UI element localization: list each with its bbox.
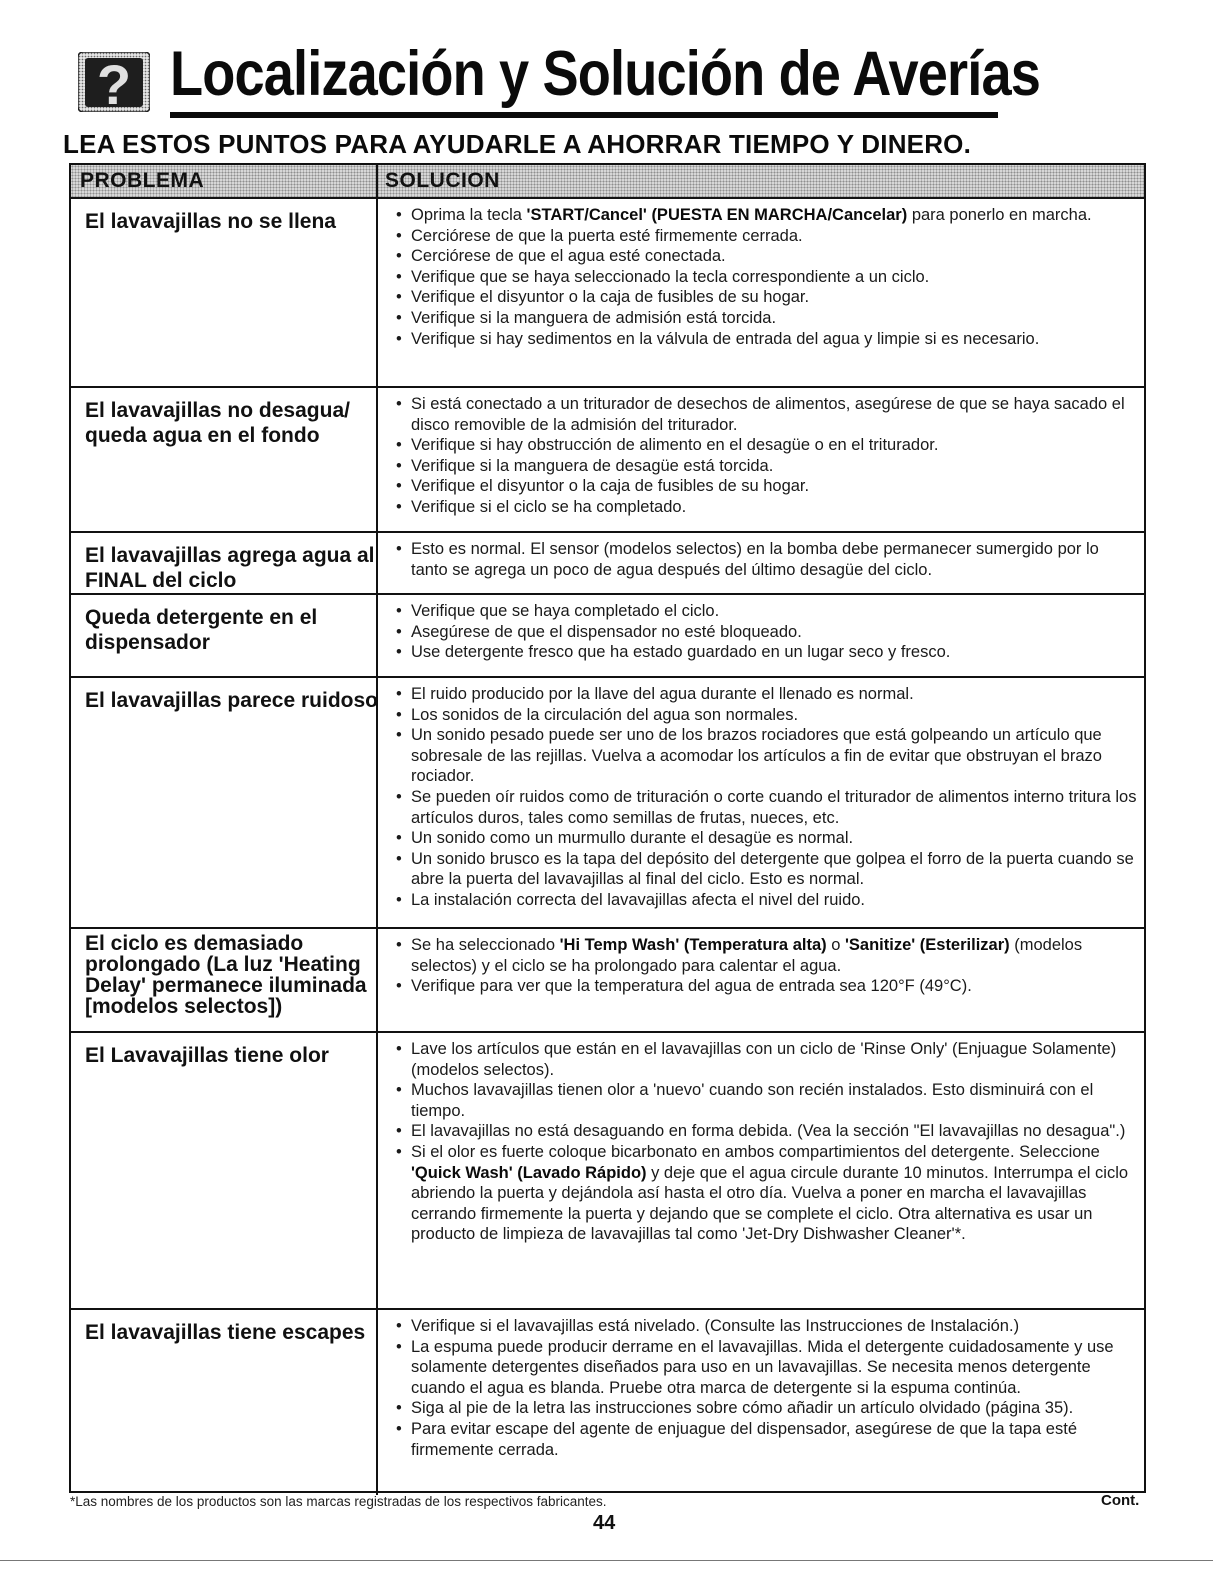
solution-text: Un sonido brusco es la tapa del depósito del detergente que golpea el forro de la puerta cuando se abre la puerta del lavavajillas al final del ciclo. Esto es normal. — [411, 849, 1134, 889]
solution-text: Lave los artículos que están en el lavavajillas con un ciclo de 'Rinse Only' (Enjuague Solamente) (modelos selectos). — [411, 1040, 1117, 1079]
problem-label: El lavavajillas parece ruidoso — [85, 689, 378, 712]
solution-item — [396, 890, 1138, 911]
page-header — [78, 38, 1041, 118]
solution-text: Verifique el disyuntor o la caja de fusibles de su hogar. — [411, 477, 810, 496]
page-title: Localización y Solución de Averías — [170, 39, 1041, 109]
solution-item — [396, 705, 1138, 726]
page-subtitle: LEA ESTOS PUNTOS PARA AYUDARLE A AHORRAR TIEMPO Y DINERO. — [63, 129, 972, 159]
solution-emphasis: 'Hi Temp Wash' (Temperatura alta) — [559, 936, 827, 954]
column-divider — [376, 165, 378, 199]
solution-text: Si está conectado a un triturador de desechos de alimentos, asegúrese de que se haya sacado el disco removible de la admisión del triturador. — [411, 395, 1125, 434]
solution-item — [396, 1419, 1138, 1460]
problem-label: El lavavajillas agrega agua al FINAL del ciclo — [85, 544, 375, 592]
solution-text: (modelos selectos) y el ciclo se ha prolongado para calentar el agua. — [411, 936, 1083, 975]
solution-text: Oprima la tecla — [411, 206, 527, 224]
problem-label: El Lavavajillas tiene olor — [85, 1044, 329, 1067]
solution-text: Verifique si el ciclo se ha completado. — [411, 497, 687, 516]
svg-text:?: ? — [96, 53, 132, 112]
solution-item — [396, 601, 1138, 622]
solution-emphasis: 'START/Cancel' (PUESTA EN MARCHA/Cancelar) — [526, 206, 908, 224]
solution-item — [396, 497, 1138, 518]
title-underline — [170, 112, 998, 118]
solution-text: Se ha seleccionado — [411, 936, 560, 954]
solution-text: Verifique el disyuntor o la caja de fusibles de su hogar. — [411, 288, 810, 307]
solution-text: La instalación correcta del lavavajillas afecta el nivel del ruido. — [411, 890, 865, 909]
solution-text: Verifique si el lavavajillas está nivelado. (Consulte las Instrucciones de Instalación.) — [411, 1317, 1020, 1335]
solution-item — [396, 1142, 1138, 1245]
solution-item — [396, 1121, 1138, 1142]
problem-label: El lavavajillas no se llena — [85, 210, 336, 233]
table-row — [71, 678, 1144, 929]
solution-item — [396, 394, 1138, 435]
table-row — [71, 1033, 1144, 1310]
question-mark-icon — [78, 52, 150, 112]
solution-item — [396, 435, 1138, 456]
problem-label: El lavavajillas no desagua/ queda agua en el fondo — [85, 399, 350, 447]
solution-list — [396, 601, 1138, 663]
table-row — [71, 595, 1144, 678]
solution-text: El ruido producido por la llave del agua durante el llenado es normal. — [411, 685, 914, 703]
solution-text: Asegúrese de que el dispensador no esté bloqueado. — [411, 622, 802, 641]
solution-text: Muchos lavavajillas tienen olor a 'nuevo' cuando son recién instalados. Esto disminuirá con el tiempo. — [411, 1081, 1094, 1120]
solution-text: Verifique si la manguera de desagüe está torcida. — [411, 456, 774, 475]
solution-emphasis: 'Sanitize' (Esterilizar) — [844, 936, 1010, 954]
solution-item — [396, 828, 1138, 849]
solution-list — [396, 684, 1138, 911]
column-header-problem: PROBLEMA — [80, 169, 205, 192]
column-divider — [376, 1033, 378, 1310]
solution-item — [396, 1337, 1138, 1399]
solution-text: La espuma puede producir derrame en el lavavajillas. Mida el detergente cuidadosamente y use solamente detergentes diseñados para uso en un lavavajillas. Se necesita menos detergente cuando el agua es blanda. Pruebe otra marca de detergente si la espuma continúa. — [411, 1337, 1114, 1397]
solution-item — [396, 725, 1138, 787]
table-row — [71, 533, 1144, 595]
footnote: *Las nombres de los productos son las marcas registradas de los respectivos fabricantes. — [70, 1494, 607, 1509]
solution-text: Verifique si hay sedimentos en la válvula de entrada del agua y limpie si es necesario. — [411, 329, 1040, 348]
problem-label: Queda detergente en el dispensador — [85, 606, 318, 654]
problem-label: El lavavajillas tiene escapes — [85, 1321, 366, 1344]
solution-item — [396, 622, 1138, 643]
solution-text: y deje que el agua circule durante 10 minutos. Interrumpa el ciclo abriendo la puerta y dejándola así hasta el otro día. Vuelva a poner en marcha el lavavajillas cerrando firmemente la puerta y dejando que se complete el ciclo. Otra alternativa es usar un producto de limpieza de lavavajillas tal como 'Jet-Dry Dishwasher Cleaner'*. — [411, 1163, 1129, 1244]
solution-item — [396, 976, 1138, 997]
solution-item — [396, 246, 1138, 267]
continued-label: Cont. — [1101, 1492, 1140, 1509]
page-bottom-rule — [0, 1560, 1213, 1561]
table-header — [71, 165, 1144, 199]
table-row — [71, 388, 1144, 533]
solution-item — [396, 849, 1138, 890]
solution-item — [396, 329, 1138, 350]
solution-list — [396, 935, 1138, 997]
solution-text: Los sonidos de la circulación del agua son normales. — [411, 705, 799, 724]
solution-text: Verifique si hay obstrucción de alimento en el desagüe o en el triturador. — [411, 436, 939, 455]
troubleshooting-table — [69, 163, 1146, 1493]
problem-label: El ciclo es demasiado prolongado (La luz 'Heating Delay' permanece iluminada [modelos selectos]) — [85, 932, 367, 1018]
solution-item — [396, 205, 1138, 226]
solution-item — [396, 476, 1138, 497]
solution-item — [396, 1316, 1138, 1337]
solution-text: Verifique que se haya seleccionado la tecla correspondiente a un ciclo. — [411, 267, 930, 286]
solution-list — [396, 394, 1138, 518]
table-row — [71, 929, 1144, 1033]
solution-item — [396, 308, 1138, 329]
solution-text: Use detergente fresco que ha estado guardado en un lugar seco y fresco. — [411, 643, 951, 662]
solution-item — [396, 539, 1138, 580]
solution-text: Verifique que se haya completado el ciclo. — [411, 602, 720, 620]
solution-list — [396, 1039, 1138, 1245]
solution-text: Verifique para ver que la temperatura del agua de entrada sea 120°F (49°C). — [411, 977, 972, 996]
solution-list — [396, 539, 1138, 580]
solution-text: para ponerlo en marcha. — [907, 206, 1092, 224]
solution-text: Verifique si la manguera de admisión está torcida. — [411, 308, 777, 327]
solution-text: Un sonido pesado puede ser uno de los brazos rociadores que está golpeando un artículo que sobresale de las rejillas. Vuelva a acomodar los artículos a fin de evitar que obstruyan el brazo rociador. — [411, 726, 1102, 786]
table-row — [71, 199, 1144, 388]
solution-list — [396, 205, 1138, 349]
solution-text: Cerciórese de que el agua esté conectada. — [411, 247, 726, 266]
solution-text: Esto es normal. El sensor (modelos selectos) en la bomba debe permanecer sumergido por lo tanto se agrega un poco de agua después del último desagüe del ciclo. — [411, 540, 1099, 579]
table-row — [71, 1310, 1144, 1495]
solution-text: Se pueden oír ruidos como de trituración o corte cuando el triturador de alimentos interno tritura los artículos duros, tales como semillas de frutas, nueces, etc. — [411, 787, 1137, 827]
solution-text: Cerciórese de que la puerta esté firmemente cerrada. — [411, 226, 803, 245]
solution-text: Siga al pie de la letra las instrucciones sobre cómo añadir un artículo olvidado (página 35). — [411, 1399, 1074, 1418]
solution-text: Si el olor es fuerte coloque bicarbonato en ambos compartimientos del detergente. Seleccione — [411, 1142, 1100, 1161]
solution-item — [396, 935, 1138, 976]
solution-item — [396, 642, 1138, 663]
column-header-solution: SOLUCION — [385, 169, 500, 192]
solution-text: Un sonido como un murmullo durante el desagüe es normal. — [411, 829, 854, 848]
solution-item — [396, 456, 1138, 477]
solution-item — [396, 684, 1138, 705]
page-number: 44 — [593, 1512, 616, 1534]
solution-item — [396, 267, 1138, 288]
solution-text: El lavavajillas no está desaguando en forma debida. (Vea la sección "El lavavajillas no desagua".) — [411, 1122, 1126, 1141]
solution-text: o — [826, 936, 845, 954]
solution-emphasis: 'Quick Wash' (Lavado Rápido) — [411, 1163, 647, 1182]
solution-item — [396, 1398, 1138, 1419]
solution-text: Para evitar escape del agente de enjuague del dispensador, asegúrese de que la tapa esté firmemente cerrada. — [411, 1419, 1077, 1459]
column-divider — [376, 678, 378, 929]
solution-item — [396, 287, 1138, 308]
solution-item — [396, 226, 1138, 247]
solution-item — [396, 1039, 1138, 1080]
solution-list — [396, 1316, 1138, 1460]
solution-item — [396, 787, 1138, 828]
solution-item — [396, 1080, 1138, 1121]
